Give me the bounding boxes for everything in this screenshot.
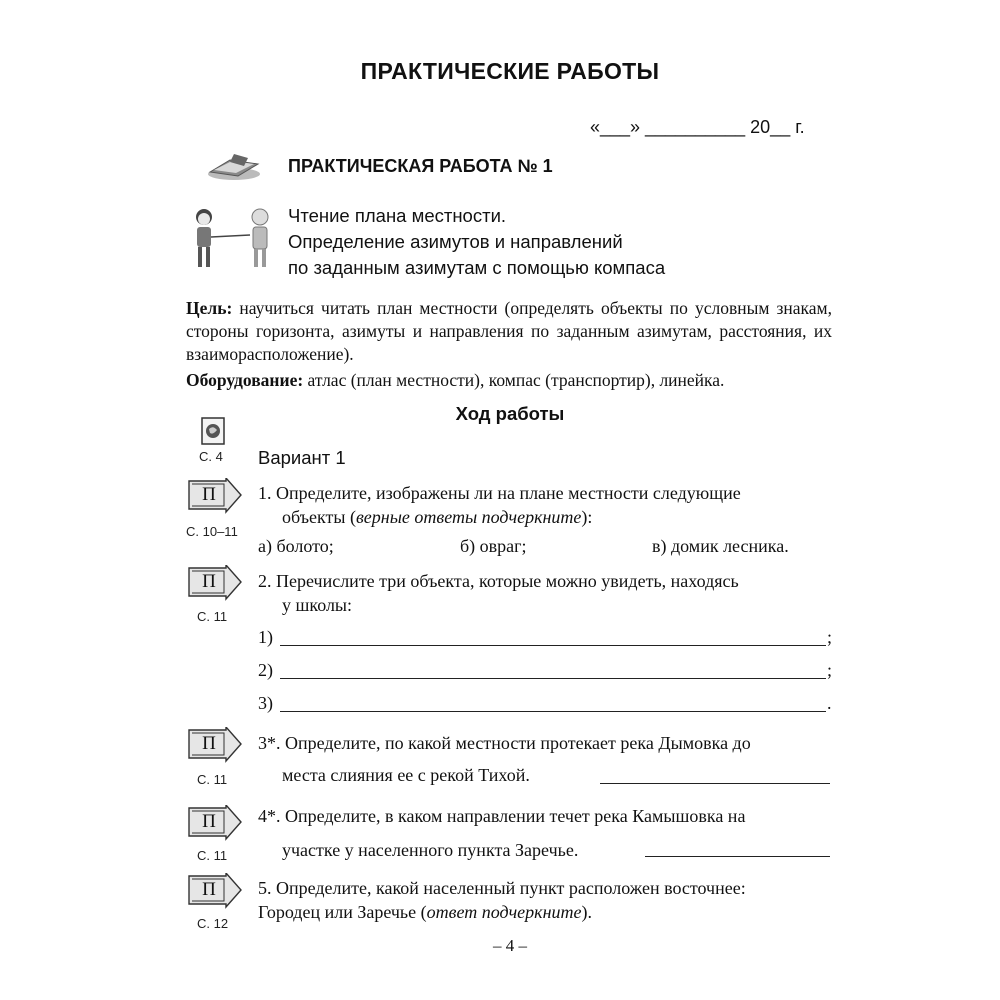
section-title: Ход работы <box>455 403 565 424</box>
subtitle-line: по заданным азимутам с помощью компаса <box>288 257 666 278</box>
subtitle-line: Чтение плана местности. <box>288 205 507 226</box>
task-text: ): <box>581 507 593 527</box>
tag-letter: П <box>202 879 216 900</box>
task-italic: верные ответы подчеркните <box>355 507 582 527</box>
answer-end: . <box>827 693 832 713</box>
task-2-line-2: у школы: <box>282 595 353 615</box>
task-1-line-1: 1. Определите, изображены ли на плане местности следующие <box>258 483 741 503</box>
atlas-icon <box>200 416 226 446</box>
option-b[interactable]: б) овраг; <box>460 536 527 556</box>
tag-letter: П <box>202 811 216 832</box>
answer-line[interactable] <box>600 783 830 784</box>
answer-line[interactable] <box>280 711 826 712</box>
answer-line[interactable] <box>280 678 826 679</box>
children-measuring-icon <box>186 205 276 273</box>
page-ref: С. 11 <box>197 848 228 863</box>
equipment-label: Оборудование: <box>186 370 304 390</box>
equipment-paragraph <box>186 369 832 392</box>
task-text: Городец или Заречье ( <box>258 902 427 922</box>
task-text: ). <box>581 902 592 922</box>
date-field: «___» __________ 20__ г. <box>590 117 805 137</box>
task-3-line-1: 3*. Определите, по какой местности протекает река Дымовка до <box>258 733 751 753</box>
page-ref: С. 4 <box>199 449 223 464</box>
tag-letter: П <box>202 571 216 592</box>
book-icon <box>204 148 264 182</box>
goal-paragraph <box>186 297 832 366</box>
variant-title: Вариант 1 <box>258 447 346 468</box>
answer-label: 3) <box>258 693 273 713</box>
page-number: – 4 – <box>493 936 527 955</box>
page-ref: С. 11 <box>197 609 228 624</box>
work-subtitle <box>288 203 665 281</box>
equipment-text: атлас (план местности), компас (транспортир), линейка. <box>303 370 725 390</box>
option-c[interactable]: в) домик лесника. <box>652 536 789 556</box>
answer-line[interactable] <box>280 645 826 646</box>
task-3-line-2: места слияния ее с рекой Тихой. <box>282 765 530 785</box>
goal-text: научиться читать план местности (определять объекты по условным знакам, стороны горизонта, азимуты и направления по заданным азимутам, расстояния, их взаиморасположение). <box>186 298 832 364</box>
task-4-line-2: участке у населенного пункта Заречье. <box>282 840 579 860</box>
work-title: ПРАКТИЧЕСКАЯ РАБОТА № 1 <box>288 156 553 176</box>
answer-label: 1) <box>258 627 273 647</box>
answer-end: ; <box>827 627 833 647</box>
answer-end: ; <box>827 660 833 680</box>
task-text: объекты ( <box>282 507 356 527</box>
subtitle-line: Определение азимутов и направлений <box>288 231 623 252</box>
answer-label: 2) <box>258 660 273 680</box>
task-2-line-1: 2. Перечислите три объекта, которые можно увидеть, находясь <box>258 571 739 591</box>
task-1-line-2 <box>282 505 592 529</box>
tag-letter: П <box>202 484 216 505</box>
page-title: ПРАКТИЧЕСКИЕ РАБОТЫ <box>360 58 660 84</box>
page-ref: С. 12 <box>197 916 229 931</box>
page-ref: С. 10–11 <box>186 524 238 539</box>
task-italic: ответ подчеркните <box>426 902 582 922</box>
task-5-line-2 <box>258 900 592 924</box>
tag-letter: П <box>202 733 216 754</box>
option-a[interactable]: а) болото; <box>258 536 334 556</box>
task-5-line-1: 5. Определите, какой населенный пункт расположен восточнее: <box>258 878 746 898</box>
goal-label: Цель: <box>186 298 233 318</box>
answer-line[interactable] <box>645 856 830 857</box>
task-4-line-1: 4*. Определите, в каком направлении течет река Камышовка на <box>258 806 746 826</box>
page-ref: С. 11 <box>197 772 228 787</box>
